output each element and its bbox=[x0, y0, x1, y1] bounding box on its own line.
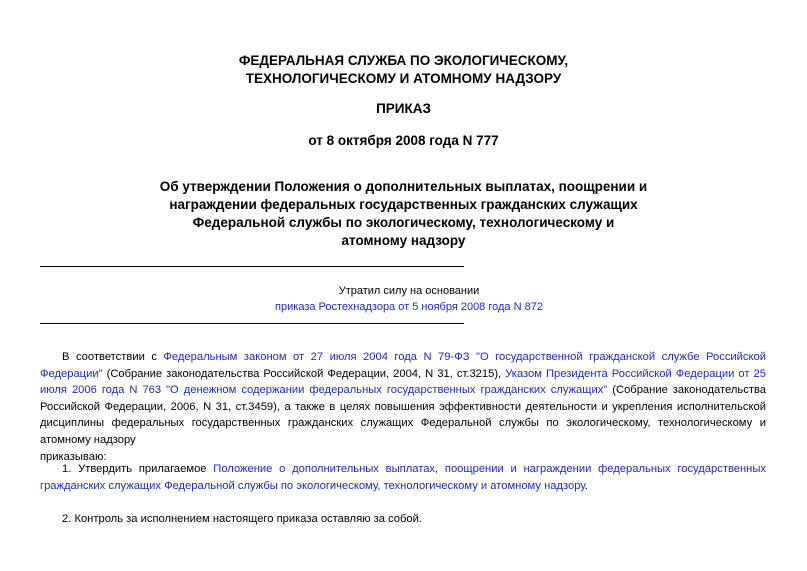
document-title-line-1: Об утверждении Положения о дополнительных выплатах, поощрении и bbox=[159, 179, 648, 194]
presidential-decree-link[interactable]: Указом Президента Российской Федерации от 25 июля 2006 года N 763 "О денежном содержании федеральных государственных гражданских служащих" bbox=[40, 367, 766, 396]
item-1-paragraph bbox=[40, 461, 766, 494]
document-title-line-3: Федеральной службы по экологическому, технологическому и bbox=[192, 215, 615, 230]
basis-text-2: (Собрание законодательства Российской Федерации, 2004, N 31, ст.3215), bbox=[102, 367, 506, 380]
item-1-text-2: . bbox=[584, 479, 588, 492]
item-2-paragraph: 2. Контроль за исполнением настоящего приказа оставляю за собой. bbox=[62, 513, 423, 525]
document-title-line-2: награждении федеральных государственных гражданских служащих bbox=[169, 197, 638, 212]
basis-text-1: В соответствии с bbox=[62, 351, 164, 363]
document-type: ПРИКАЗ bbox=[376, 101, 431, 116]
regulation-link[interactable]: Положение о дополнительных выплатах, поощрении и награждении федеральных государственных гражданских служащих Федеральной службы по экологическому, технологическому и атомному надзору bbox=[40, 463, 766, 492]
basis-text-3: (Собрание законодательства Российской Федерации, 2006, N 31, ст.3459), а также в целях повышения эффективности деятельности и укрепления исполнительской дисциплины федеральных государственных гражданских служащих Федеральной службы по экологическому, технологическому и атомному надзору bbox=[40, 384, 766, 446]
document-title-line-4: атомному надзору bbox=[341, 233, 466, 248]
agency-name bbox=[100, 52, 707, 88]
item-1-text-1: 1. Утвердить прилагаемое bbox=[62, 463, 214, 475]
document-date: от 8 октября 2008 года N 777 bbox=[308, 133, 499, 148]
basis-paragraph bbox=[40, 349, 766, 448]
orders-word: приказываю: bbox=[40, 451, 107, 463]
divider-bottom bbox=[40, 323, 464, 324]
divider-top bbox=[40, 266, 464, 267]
repeal-order-link[interactable]: приказа Ростехнадзора от 5 ноября 2008 года N 872 bbox=[275, 301, 543, 313]
status-link-wrapper bbox=[244, 299, 574, 315]
agency-name-line-2: ТЕХНОЛОГИЧЕСКОМУ И АТОМНОМУ НАДЗОРУ bbox=[245, 71, 562, 86]
status-note: Утратил силу на основании bbox=[338, 285, 480, 297]
agency-name-line-1: ФЕДЕРАЛЬНАЯ СЛУЖБА ПО ЭКОЛОГИЧЕСКОМУ, bbox=[238, 53, 569, 68]
document-title bbox=[100, 178, 707, 250]
federal-law-link[interactable]: Федеральным законом от 27 июля 2004 года N 79-ФЗ "О государственной гражданской службе Российской Федерации" bbox=[40, 351, 767, 380]
